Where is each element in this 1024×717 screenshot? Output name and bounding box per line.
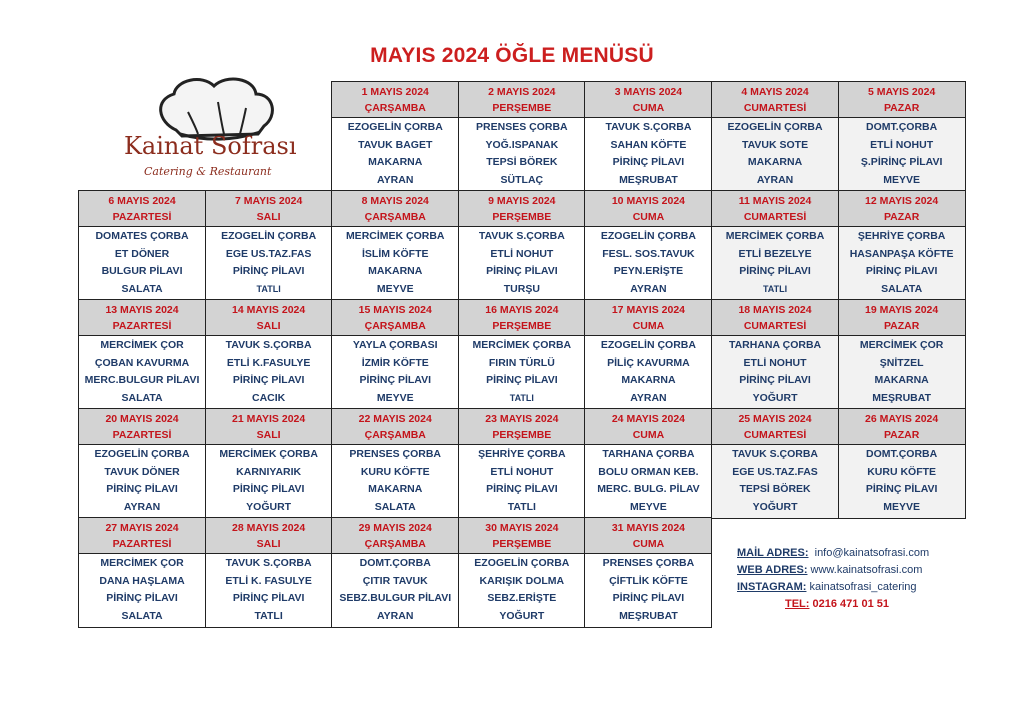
- day-name: CUMA: [632, 320, 665, 332]
- day-menu: [458, 226, 586, 301]
- day-name: PERŞEMBE: [492, 538, 552, 550]
- day-menu: [458, 335, 586, 410]
- day-name: PERŞEMBE: [492, 211, 552, 223]
- day-menu: [205, 335, 333, 410]
- page-title: MAYIS 2024 ÖĞLE MENÜSÜ: [370, 44, 654, 67]
- web-link[interactable]: www.kainatsofrasi.com: [810, 564, 923, 576]
- day-date: 5 MAYIS 2024: [867, 86, 936, 98]
- day-header: [331, 81, 459, 119]
- menu-item: MAKARNA: [368, 483, 423, 496]
- menu-item: YOĞ.ISPANAK: [485, 138, 559, 151]
- day-date: 17 MAYIS 2024: [611, 304, 686, 316]
- menu-item: ŞEHRİYE ÇORBA: [857, 230, 946, 242]
- menu-item: BOLU ORMAN KEB.: [598, 465, 699, 478]
- day-header: [584, 299, 712, 337]
- menu-item: ÇITIR TAVUK: [362, 574, 428, 587]
- menu-item: TAVUK S.ÇORBA: [478, 230, 565, 242]
- menu-item: PİRİNÇ PİLAVI: [359, 374, 432, 387]
- day-name: PERŞEMBE: [492, 429, 552, 441]
- day-header: [711, 408, 839, 446]
- web-line: [737, 562, 967, 579]
- day-date: 27 MAYIS 2024: [105, 522, 179, 534]
- menu-item: SALATA: [121, 283, 163, 296]
- menu-item: ETLİ NOHUT: [870, 138, 934, 151]
- day-name: CUMARTESİ: [743, 429, 807, 441]
- day-header: [458, 517, 586, 555]
- menu-item: SAHAN KÖFTE: [610, 138, 687, 151]
- day-date: 14 MAYIS 2024: [232, 304, 306, 316]
- menu-item: Ş.PİRİNÇ PİLAVI: [860, 156, 943, 169]
- web-label: WEB ADRES:: [737, 564, 808, 576]
- day-date: 6 MAYIS 2024: [108, 195, 176, 207]
- menu-item: PİRİNÇ PİLAVI: [865, 483, 938, 496]
- day-date: 18 MAYIS 2024: [738, 304, 812, 316]
- day-date: 28 MAYIS 2024: [232, 522, 306, 534]
- day-date: 7 MAYIS 2024: [234, 195, 303, 207]
- menu-item: ÇOBAN KAVURMA: [94, 356, 190, 369]
- menu-item: EZOGELİN ÇORBA: [600, 230, 696, 242]
- day-name: PAZARTESİ: [112, 429, 172, 441]
- menu-item: MEYVE: [630, 501, 667, 514]
- day-header: [205, 190, 333, 228]
- day-name: CUMARTESİ: [743, 211, 807, 223]
- menu-item: PİRİNÇ PİLAVI: [865, 265, 938, 278]
- day-menu: [78, 226, 206, 301]
- menu-item: TARHANA ÇORBA: [728, 339, 822, 351]
- menu-item: PİRİNÇ PİLAVI: [232, 265, 305, 278]
- menu-item: TATLI: [762, 284, 788, 295]
- mail-line: [737, 545, 967, 562]
- day-date: 24 MAYIS 2024: [611, 413, 686, 425]
- menu-item: ETLİ K.FASULYE: [226, 356, 311, 369]
- menu-item: MERCİMEK ÇORBA: [472, 339, 572, 351]
- day-menu: [458, 444, 586, 519]
- day-header: [205, 408, 333, 446]
- day-date: 30 MAYIS 2024: [485, 522, 559, 534]
- day-name: SALI: [256, 429, 281, 441]
- day-date: 31 MAYIS 2024: [611, 522, 686, 534]
- day-header: [711, 190, 839, 228]
- menu-item: PİRİNÇ PİLAVI: [106, 483, 178, 496]
- menu-item: EGE US.TAZ.FAS: [732, 465, 818, 478]
- day-menu: [331, 444, 459, 519]
- day-header: [584, 517, 712, 555]
- day-date: 21 MAYIS 2024: [232, 413, 306, 425]
- day-date: 20 MAYIS 2024: [105, 413, 179, 425]
- menu-item: ETLİ BEZELYE: [738, 247, 812, 260]
- menu-item: MAKARNA: [368, 265, 423, 278]
- instagram-label: INSTAGRAM:: [737, 581, 807, 593]
- logo-name: Kainat Sofrası: [124, 132, 297, 160]
- day-date: 13 MAYIS 2024: [105, 304, 179, 316]
- day-name: PERŞEMBE: [492, 320, 552, 332]
- day-menu: [711, 226, 839, 301]
- day-menu: [331, 335, 459, 410]
- day-name: PAZAR: [883, 429, 920, 441]
- tel-line: [737, 596, 967, 613]
- menu-item: TATLI: [254, 610, 283, 623]
- day-date: 19 MAYIS 2024: [865, 304, 939, 316]
- menu-item: AYRAN: [377, 610, 414, 623]
- day-name: PAZARTESİ: [112, 538, 172, 550]
- menu-item: TAVUK BAGET: [358, 138, 433, 151]
- menu-item: SALATA: [121, 610, 163, 623]
- day-name: SALI: [256, 211, 281, 223]
- day-header: [838, 408, 966, 446]
- menu-item: MEŞRUBAT: [872, 392, 931, 405]
- day-menu: [205, 226, 333, 301]
- day-header: [331, 299, 459, 337]
- menu-item: EZOGELİN ÇORBA: [347, 121, 443, 133]
- day-name: PAZAR: [883, 211, 920, 223]
- menu-item: EZOGELİN ÇORBA: [600, 339, 696, 351]
- day-name: CUMARTESİ: [743, 102, 807, 114]
- menu-item: EGE US.TAZ.FAS: [225, 247, 312, 260]
- menu-item: YOĞURT: [752, 501, 798, 514]
- day-header: [711, 81, 839, 119]
- menu-item: EZOGELİN ÇORBA: [474, 557, 570, 569]
- day-date: 23 MAYIS 2024: [485, 413, 559, 425]
- menu-item: MAKARNA: [368, 156, 423, 169]
- menu-item: PİRİNÇ PİLAVI: [486, 265, 558, 278]
- menu-item: DOMT.ÇORBA: [866, 448, 938, 460]
- day-name: SALI: [256, 320, 281, 332]
- day-date: 10 MAYIS 2024: [611, 195, 686, 207]
- menu-item: TATLI: [256, 284, 281, 295]
- day-name: CUMARTESİ: [743, 320, 807, 332]
- day-date: 12 MAYIS 2024: [865, 195, 939, 207]
- menu-item: YAYLA ÇORBASI: [352, 339, 438, 351]
- menu-item: ŞEHRİYE ÇORBA: [478, 448, 566, 460]
- day-name: PAZARTESİ: [112, 211, 172, 223]
- day-header: [584, 190, 712, 228]
- menu-item: TAVUK S.ÇORBA: [732, 448, 819, 460]
- day-header: [78, 517, 206, 555]
- menu-item: MERCİMEK ÇORBA: [345, 230, 445, 242]
- menu-item: PİRİNÇ PİLAVI: [486, 374, 558, 387]
- day-name: ÇARŞAMBA: [364, 429, 426, 441]
- day-header: [78, 299, 206, 337]
- menu-item: MERCİMEK ÇORBA: [725, 230, 825, 242]
- day-header: [458, 299, 586, 337]
- menu-item: AYRAN: [123, 501, 161, 514]
- menu-item: ETLİ K. FASULYE: [225, 574, 312, 587]
- menu-item: TAVUK SOTE: [741, 138, 809, 151]
- day-date: 9 MAYIS 2024: [488, 195, 556, 207]
- day-header: [838, 299, 966, 337]
- day-date: 8 MAYIS 2024: [361, 195, 429, 207]
- menu-item: TURŞU: [503, 283, 540, 296]
- menu-item: ET DÖNER: [114, 247, 170, 260]
- menu-item: MEYVE: [883, 174, 921, 187]
- day-header: [331, 408, 459, 446]
- day-name: PAZAR: [883, 320, 920, 332]
- day-menu: [458, 117, 586, 192]
- day-name: CUMA: [632, 538, 665, 550]
- instagram-link[interactable]: kainatsofrasi_catering: [809, 581, 917, 593]
- day-header: [584, 408, 712, 446]
- day-header: [331, 190, 459, 228]
- day-menu: [838, 444, 966, 519]
- menu-item: ETLİ NOHUT: [490, 247, 554, 260]
- day-menu: [838, 335, 966, 410]
- menu-item: PRENSES ÇORBA: [476, 121, 568, 133]
- menu-item: DOMT.ÇORBA: [866, 121, 938, 133]
- menu-item: TEPSİ BÖREK: [739, 483, 811, 496]
- menu-item: YOĞURT: [752, 392, 798, 405]
- menu-item: TAVUK S.ÇORBA: [605, 121, 692, 133]
- menu-item: TEPSİ BÖREK: [486, 156, 558, 169]
- day-header: [458, 81, 586, 119]
- menu-item: PİRİNÇ PİLAVI: [612, 156, 685, 169]
- logo-subtitle: Catering & Restaurant: [144, 165, 272, 178]
- menu-item: TAVUK DÖNER: [104, 465, 180, 478]
- menu-item: EZOGELİN ÇORBA: [221, 230, 317, 242]
- menu-item: SEBZ.BULGUR PİLAVI: [339, 592, 452, 605]
- menu-item: PİRİNÇ PİLAVI: [232, 592, 305, 605]
- day-menu: [458, 553, 586, 628]
- day-date: 4 MAYIS 2024: [741, 86, 809, 98]
- day-name: ÇARŞAMBA: [364, 538, 426, 550]
- menu-item: MEŞRUBAT: [619, 610, 678, 623]
- day-menu: [78, 553, 206, 628]
- menu-item: MEYVE: [376, 283, 414, 296]
- menu-item: ŞNİTZEL: [879, 356, 924, 369]
- menu-item: PRENSES ÇORBA: [602, 557, 695, 569]
- menu-item: AYRAN: [630, 392, 667, 405]
- mail-label: MAİL ADRES:: [737, 547, 809, 559]
- menu-item: BULGUR PİLAVI: [101, 265, 183, 278]
- menu-item: FESL. SOS.TAVUK: [602, 247, 695, 260]
- day-header: [838, 190, 966, 228]
- menu-item: PİLİÇ KAVURMA: [607, 356, 690, 369]
- day-header: [78, 408, 206, 446]
- day-header: [205, 517, 333, 555]
- menu-item: PİRİNÇ PİLAVI: [739, 374, 811, 387]
- day-menu: [205, 444, 333, 519]
- menu-item: MEYVE: [376, 392, 414, 405]
- menu-item: PİRİNÇ PİLAVI: [739, 265, 811, 278]
- day-menu: [711, 444, 839, 519]
- day-menu: [331, 117, 459, 192]
- menu-item: KURU KÖFTE: [360, 465, 430, 478]
- menu-item: MEYVE: [883, 501, 921, 514]
- menu-item: AYRAN: [630, 283, 667, 296]
- menu-item: AYRAN: [756, 174, 794, 187]
- menu-item: DOMATES ÇORBA: [95, 230, 189, 242]
- day-header: [331, 517, 459, 555]
- day-menu: [838, 117, 966, 192]
- day-header: [458, 408, 586, 446]
- day-date: 11 MAYIS 2024: [738, 195, 812, 207]
- menu-item: KURU KÖFTE: [867, 465, 937, 478]
- day-date: 1 MAYIS 2024: [361, 86, 429, 98]
- day-date: 16 MAYIS 2024: [485, 304, 559, 316]
- day-menu: [711, 335, 839, 410]
- menu-item: MERC. BULG. PİLAV: [597, 483, 700, 496]
- menu-item: SALATA: [374, 501, 416, 514]
- day-menu: [711, 117, 839, 192]
- menu-item: MERCİMEK ÇOR: [100, 339, 184, 351]
- menu-item: FIRIN TÜRLÜ: [488, 356, 555, 369]
- menu-item: SEBZ.ERİŞTE: [487, 592, 557, 605]
- menu-item: MERCİMEK ÇOR: [100, 557, 184, 569]
- day-date: 3 MAYIS 2024: [614, 86, 683, 98]
- day-menu: [331, 226, 459, 301]
- instagram-line: [737, 579, 967, 596]
- menu-item: ÇİFTLİK KÖFTE: [609, 574, 688, 587]
- day-name: PERŞEMBE: [492, 102, 552, 114]
- menu-item: PİRİNÇ PİLAVI: [106, 592, 178, 605]
- menu-item: PİRİNÇ PİLAVI: [232, 483, 305, 496]
- tel-label: TEL:: [785, 598, 810, 610]
- menu-item: DANA HAŞLAMA: [99, 574, 185, 587]
- menu-item: TAVUK S.ÇORBA: [225, 557, 312, 569]
- menu-item: MEŞRUBAT: [619, 174, 678, 187]
- menu-item: TATLI: [507, 501, 536, 514]
- menu-item: MERCİMEK ÇORBA: [219, 448, 318, 460]
- day-name: PAZAR: [883, 102, 920, 114]
- day-menu: [331, 553, 459, 628]
- day-date: 22 MAYIS 2024: [358, 413, 432, 425]
- day-menu: [78, 335, 206, 410]
- day-name: CUMA: [632, 102, 665, 114]
- menu-item: TARHANA ÇORBA: [602, 448, 695, 460]
- day-menu: [584, 444, 712, 519]
- menu-item: MAKARNA: [621, 374, 676, 387]
- day-date: 26 MAYIS 2024: [865, 413, 939, 425]
- day-name: ÇARŞAMBA: [364, 102, 426, 114]
- day-menu: [78, 444, 206, 519]
- menu-item: SÜTLAÇ: [500, 174, 544, 187]
- menu-item: YOĞURT: [246, 501, 292, 514]
- menu-item: ETLİ NOHUT: [490, 465, 554, 478]
- menu-item: HASANPAŞA KÖFTE: [849, 247, 954, 260]
- day-name: SALI: [256, 538, 281, 550]
- day-date: 2 MAYIS 2024: [488, 86, 556, 98]
- day-menu: [838, 226, 966, 301]
- menu-item: İSLİM KÖFTE: [361, 247, 429, 260]
- day-date: 25 MAYIS 2024: [738, 413, 812, 425]
- day-menu: [584, 117, 712, 192]
- day-date: 29 MAYIS 2024: [358, 522, 432, 534]
- menu-item: YOĞURT: [499, 610, 545, 623]
- menu-item: KARNIYARIK: [236, 465, 302, 478]
- day-menu: [205, 553, 333, 628]
- menu-item: EZOGELİN ÇORBA: [727, 121, 823, 133]
- menu-item: TAVUK S.ÇORBA: [225, 339, 312, 351]
- menu-item: SALATA: [121, 392, 163, 405]
- menu-item: MAKARNA: [874, 374, 929, 387]
- menu-item: İZMİR KÖFTE: [361, 356, 429, 369]
- menu-item: PRENSES ÇORBA: [349, 448, 442, 460]
- menu-item: PİRİNÇ PİLAVI: [612, 592, 685, 605]
- day-date: 15 MAYIS 2024: [358, 304, 432, 316]
- day-name: CUMA: [632, 429, 665, 441]
- day-name: ÇARŞAMBA: [364, 211, 426, 223]
- menu-item: MAKARNA: [747, 156, 803, 169]
- day-menu: [584, 335, 712, 410]
- day-header: [205, 299, 333, 337]
- menu-item: MERC.BULGUR PİLAVI: [84, 374, 200, 387]
- menu-item: ETLİ NOHUT: [743, 356, 807, 369]
- day-menu: [584, 553, 712, 628]
- menu-item: AYRAN: [377, 174, 414, 187]
- menu-item: PİRİNÇ PİLAVI: [486, 483, 558, 496]
- menu-item: MERCİMEK ÇOR: [859, 339, 944, 351]
- menu-item: DOMT.ÇORBA: [359, 557, 431, 569]
- menu-item: SALATA: [881, 283, 923, 296]
- day-header: [838, 81, 966, 119]
- day-menu: [584, 226, 712, 301]
- menu-item: CACIK: [252, 392, 286, 405]
- day-name: CUMA: [632, 211, 665, 223]
- day-header: [711, 299, 839, 337]
- menu-item: EZOGELİN ÇORBA: [94, 448, 190, 460]
- contact-info: [737, 545, 967, 613]
- day-header: [78, 190, 206, 228]
- tel-number: 0216 471 01 51: [812, 598, 889, 610]
- menu-item: TATLI: [509, 393, 534, 404]
- menu-item: PİRİNÇ PİLAVI: [232, 374, 305, 387]
- day-name: PAZARTESİ: [112, 320, 172, 332]
- day-header: [458, 190, 586, 228]
- mail-link[interactable]: info@kainatsofrasi.com: [814, 547, 930, 559]
- menu-item: KARIŞIK DOLMA: [479, 574, 565, 587]
- day-header: [584, 81, 712, 119]
- menu-item: PEYN.ERİŞTE: [613, 265, 684, 278]
- day-name: ÇARŞAMBA: [364, 320, 426, 332]
